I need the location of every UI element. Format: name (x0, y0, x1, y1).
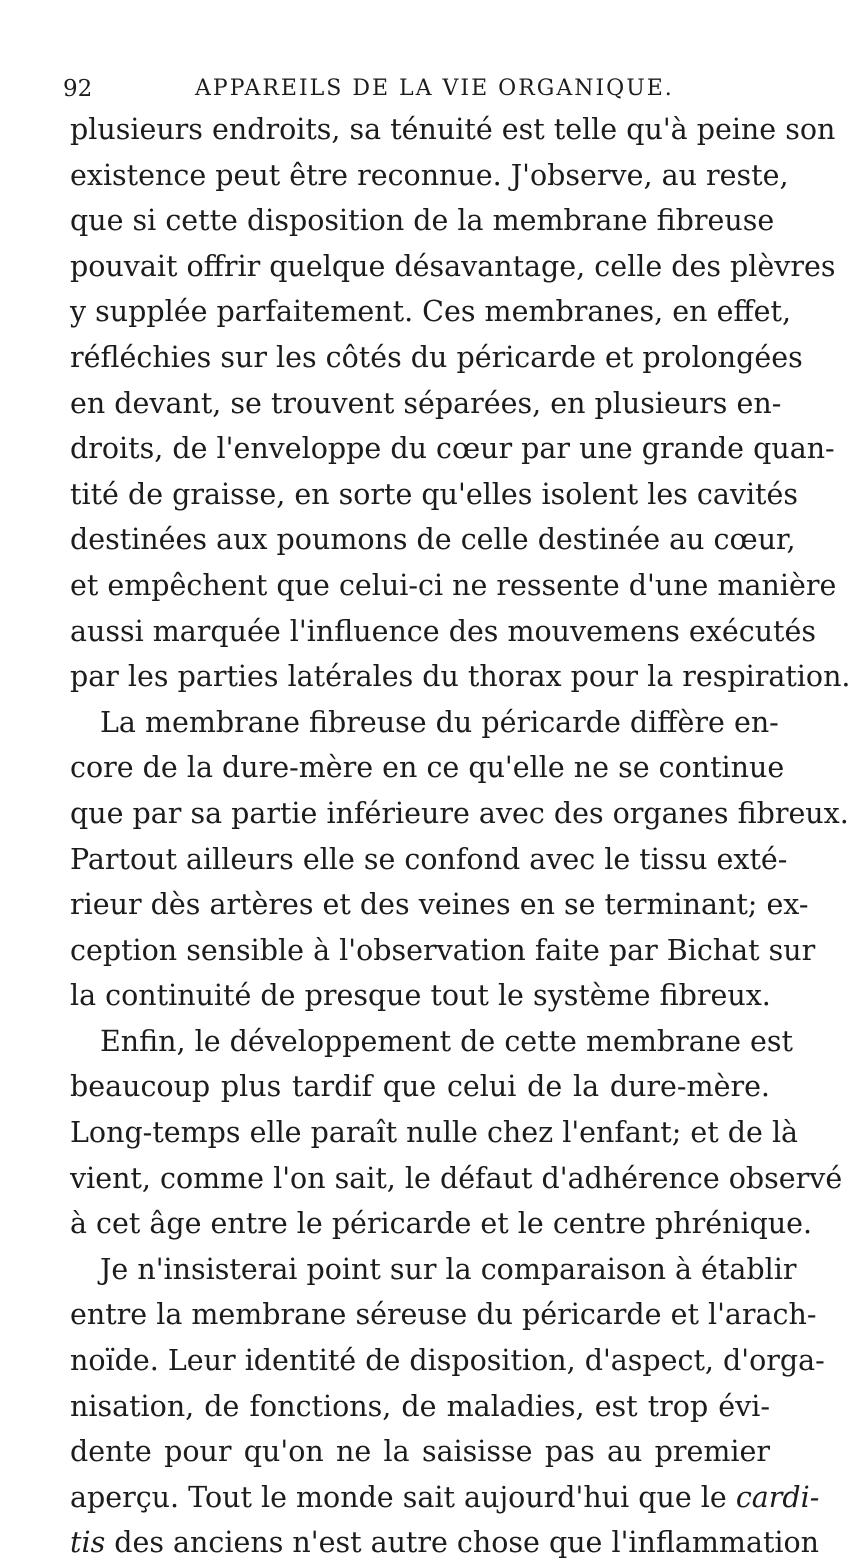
text-line: aussi marquée l'influence des mouvemens exécutés (70, 614, 816, 648)
page-header (63, 76, 763, 106)
page-number: 92 (63, 76, 93, 102)
text-line: que par sa partie inférieure avec des organes fibreux. (70, 796, 849, 830)
running-title: APPAREILS DE LA VIE ORGANIQUE. (195, 76, 674, 101)
text-line: droits, de l'enveloppe du cœur par une grande quan- (70, 432, 835, 466)
text-line: core de la dure-mère en ce qu'elle ne se continue (70, 751, 785, 785)
italic-word: cardi- (735, 1480, 820, 1514)
italic-word: tis (70, 1526, 106, 1560)
text-line: noïde. Leur identité de disposition, d'aspect, d'orga- (70, 1344, 825, 1378)
text-line: réfléchies sur les côtés du péricarde et prolongées (70, 340, 803, 374)
text-line-with-italic (70, 1475, 820, 1521)
text-line: en devant, se trouvent séparées, en plusieurs en- (70, 386, 782, 420)
body-text (70, 107, 850, 1566)
text-line: Partout ailleurs elle se confond avec le tissu exté- (70, 842, 788, 876)
text-line: par les parties latérales du thorax pour la respiration. (70, 660, 850, 694)
text-line: la continuité de presque tout le système fibreux. (70, 979, 771, 1013)
text-line: ception sensible à l'observation faite par Bichat sur (70, 933, 816, 967)
text-line: rieur dès artères et des veines en se terminant; ex- (70, 888, 809, 922)
text-line-part: des anciens n'est autre chose que l'inflammation (114, 1526, 820, 1560)
text-line-with-italic (70, 1520, 820, 1566)
text-line: destinées aux poumons de celle destinée au cœur, (70, 523, 796, 557)
text-line: Enfin, le développement de cette membrane est (100, 1024, 793, 1058)
text-line: existence peut être reconnue. J'observe, au reste, (70, 158, 789, 192)
text-line: entre la membrane séreuse du péricarde et l'arach- (70, 1298, 817, 1332)
text-line: nisation, de fonctions, de maladies, est trop évi- (70, 1389, 770, 1423)
text-line: pouvait offrir quelque désavantage, celle des plèvres (70, 249, 836, 283)
text-line: à cet âge entre le péricarde et le centre phrénique. (70, 1207, 813, 1241)
text-line: Je n'insisterai point sur la comparaison à établir (100, 1252, 797, 1286)
text-line: vient, comme l'on sait, le défaut d'adhérence observé (70, 1161, 843, 1195)
text-line: dente pour qu'on ne la saisisse pas au premier (70, 1435, 770, 1469)
text-line: plusieurs endroits, sa ténuité est telle qu'à peine son (70, 113, 836, 146)
text-line: beaucoup plus tardif que celui de la dure-mère. (70, 1070, 770, 1104)
text-line: et empêchent que celui-ci ne ressente d'une manière (70, 568, 837, 602)
text-line: que si cette disposition de la membrane fibreuse (70, 204, 775, 238)
text-line: y supplée parfaitement. Ces membranes, en effet, (70, 295, 792, 329)
text-line: La membrane fibreuse du péricarde diffère en- (100, 705, 779, 739)
text-line-part: aperçu. Tout le monde sait aujourd'hui que le (70, 1480, 736, 1514)
text-line: Long-temps elle paraît nulle chez l'enfant; et de là (70, 1116, 799, 1150)
text-line: tité de graisse, en sorte qu'elles isolent les cavités (70, 477, 799, 511)
